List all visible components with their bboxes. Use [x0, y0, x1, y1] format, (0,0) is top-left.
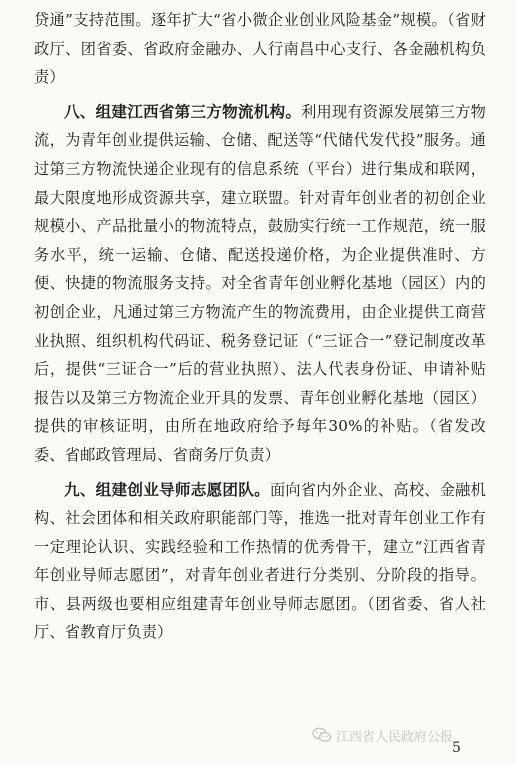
section-9-body: 面向省内外企业、高校、金融机构、社会团体和相关政府职能部门等，推选一批对青年创业工作有一定理论认识、实践经验和工作热情的优秀骨干，建立“江西省青年创业导师志愿团”，对青年创业者进行分类别、分阶段的指导。市、县两级也要相应组建青年创业导师志愿团。（团省委、省人社厅、省教育厅负责） — [34, 480, 486, 642]
watermark — [312, 724, 453, 746]
section-9-heading: 九、组建创业导师志愿团队。 — [64, 480, 270, 499]
section-8-heading: 八、组建江西省第三方物流机构。 — [64, 102, 302, 121]
wechat-icon — [312, 727, 332, 743]
paragraph-continuation: 贷通”支持范围。逐年扩大“省小微企业创业风险基金”规模。（省财政厅、团省委、省政府金融办、人行南昌中心支行、各金融机构负责） — [34, 11, 486, 87]
section-9-paragraph — [34, 476, 486, 648]
watermark-text: 江西省人民政府公报 — [336, 729, 454, 745]
page-number: 5 — [452, 740, 461, 756]
section-8-body: 利用现有资源发展第三方物流，为青年创业提供运输、仓储、配送等“代储代发代投”服务。通过第三方物流快递企业现有的信息系统（平台）进行集成和联网，最大限度地形成资源共享，建立联盟。针对青年创业者的初创企业规模小、产品批量小的物流特点，鼓励实行统一工作规范，统一服务水平，统一运输、仓储、配送投递价格，为企业提供准时、方便、快捷的物流服务支持。对全省青年创业孵化基地（园区）内的初创企业，凡通过第三方物流产生的物流费用，由企业提供工商营业执照、组织机构代码证、税务登记证（“三证合一”登记制度改革后，提供“三证合一”后的营业执照）、法人代表身份证、申请补贴报告以及第三方物流企业开具的发票、青年创业孵化基地（园区）提供的审核证明，由所在地政府给予每年30%的补贴。（省发改委、省邮政管理局、省商务厅负责） — [34, 102, 486, 464]
document-body — [34, 6, 486, 647]
section-8-paragraph — [34, 98, 486, 470]
